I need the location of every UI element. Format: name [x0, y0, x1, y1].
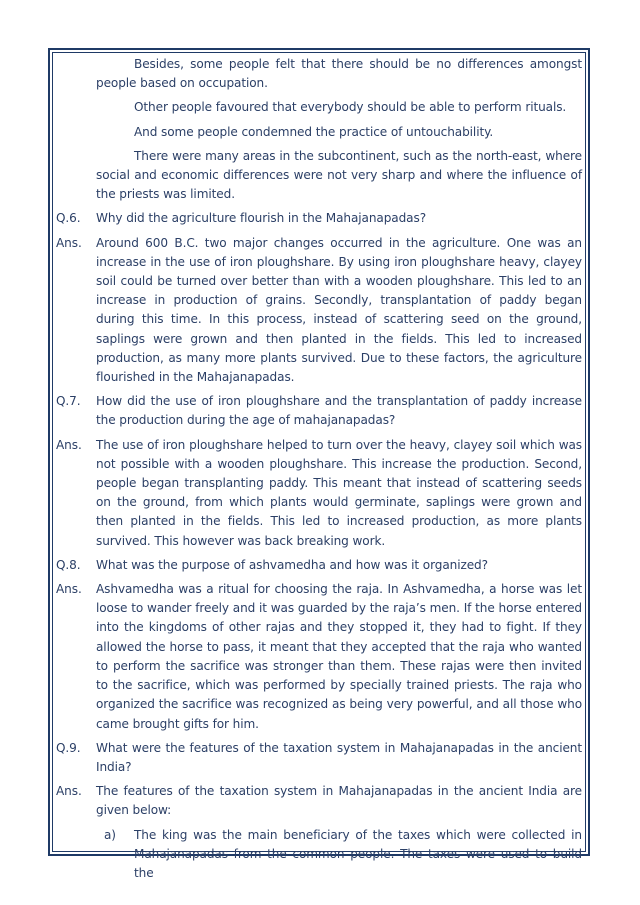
question-6	[52, 209, 586, 228]
question-text: Why did the agriculture flourish in the Mahajanapadas?	[96, 211, 427, 226]
question-text: What was the purpose of ashvamedha and how was it organized?	[96, 557, 488, 572]
answer-7	[52, 436, 586, 551]
answer-text: Ashvamedha was a ritual for choosing the raja. In Ashvamedha, a horse was let loose to wander freely and it was guarded by the raja’s men. If the horse entered into the kingdoms of other rajas and they stopped it, they had to fight. If they allowed the horse to pass, it meant that they accepted that the raja who wanted to perform the sacrifice was stronger than them. These rajas were then invited to the sacrifice, which was performed by specially trained priests. The raja who organized the sacrifice was recognized as being very powerful, and all those who came brought gifts for him.	[96, 582, 582, 731]
intro-paragraph: And some people condemned the practice of untouchability.	[134, 124, 494, 139]
sub-item-label: a)	[104, 827, 116, 842]
question-label: Q.7.	[56, 394, 81, 409]
intro-paragraph: Besides, some people felt that there should be no differences amongst people based on occupation.	[96, 57, 582, 91]
question-7	[52, 392, 586, 430]
answer-8	[52, 580, 586, 734]
answer-sub-item	[104, 826, 582, 884]
question-8	[52, 556, 586, 575]
answer-label: Ans.	[56, 582, 82, 597]
sub-item-text: The king was the main beneficiary of the taxes which were collected in Mahajanapadas from the common people. The taxes were used to build the	[134, 827, 582, 880]
answer-label: Ans.	[56, 784, 82, 799]
answer-text: The features of the taxation system in Mahajanapadas in the ancient India are given below:	[96, 784, 582, 818]
answer-text: The use of iron ploughshare helped to turn over the heavy, clayey soil which was not possible with a wooden ploughshare. This increase the production. Second, people began transplanting paddy. This meant that instead of scattering seeds on the ground, from which plants would germinate, saplings were grown and then planted in the fields. This led to increased production, as more plants survived. This however was back breaking work.	[96, 437, 582, 548]
answer-label: Ans.	[56, 235, 82, 250]
answer-9	[52, 782, 586, 820]
answer-text: Around 600 B.C. two major changes occurred in the agriculture. One was an increase in the use of iron ploughshare. By using iron ploughshare heavy, clayey soil could be turned over better than with a wooden ploughshare. This led to an increase in production of grains. Secondly, transplantation of paddy began during this time. In this process, instead of scattering seed on the ground, saplings were grown and then planted in the fields. This led to increased production, as many more plants survived. Due to these factors, the agriculture flourished in the Mahajanapadas.	[96, 235, 582, 385]
answer-label: Ans.	[56, 437, 82, 452]
question-label: Q.6.	[56, 211, 81, 226]
answer-6	[52, 234, 586, 388]
document-body	[52, 55, 586, 883]
intro-paragraph: Other people favoured that everybody should be able to perform rituals.	[134, 100, 567, 115]
intro-paragraph: There were many areas in the subcontinent, such as the north-east, where social and economic differences were not very sharp and where the influence of the priests was limited.	[96, 148, 582, 202]
question-label: Q.9.	[56, 740, 81, 755]
question-label: Q.8.	[56, 557, 81, 572]
question-text: How did the use of iron ploughshare and the transplantation of paddy increase the production during the age of mahajanapadas?	[96, 394, 582, 428]
question-text: What were the features of the taxation system in Mahajanapadas in the ancient India?	[96, 740, 582, 774]
question-9	[52, 739, 586, 777]
